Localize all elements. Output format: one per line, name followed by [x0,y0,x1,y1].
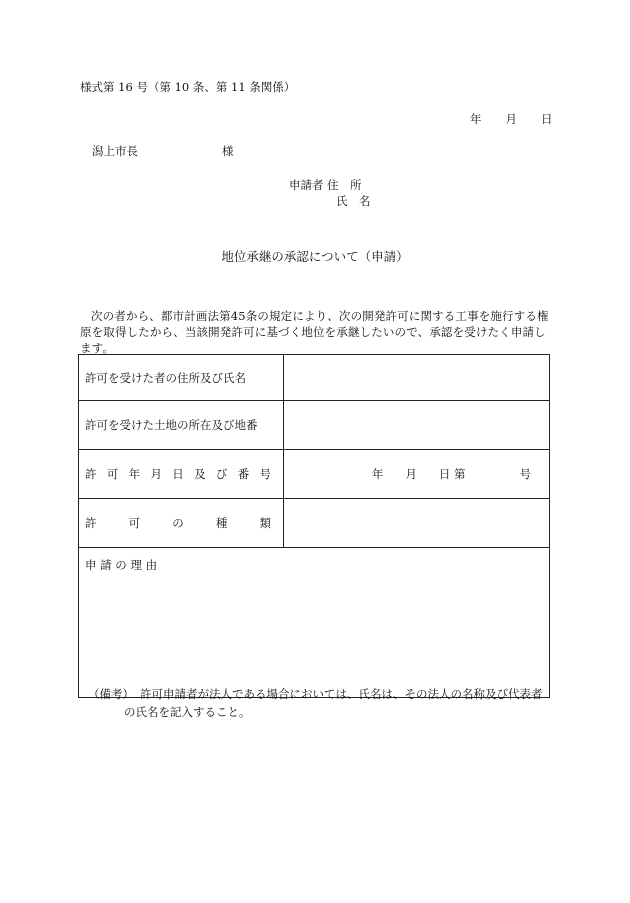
date-day: 日 [541,112,553,126]
permit-date-number-label [79,450,284,499]
note [88,687,543,701]
char: 号 [259,467,271,481]
permittee-label: 許可を受けた者の住所及び氏名 [79,355,284,401]
permit-type-field[interactable] [284,499,550,548]
table-row [79,401,550,450]
note-text-line1: 許可申請者が法人である場合においては、氏名は、その法人の名称及び代表者 [140,687,543,701]
reason-field[interactable] [79,548,550,698]
char: 類 [259,516,271,530]
permit-date-number-field[interactable] [284,450,550,499]
applicant-address-label: 住 所 [327,178,362,192]
char: び [215,467,228,481]
date-year: 年 [470,112,482,126]
char: 日 [172,467,184,481]
permit-day-no: 日 第 [438,467,466,481]
permit-year: 年 [371,467,384,481]
date-line [470,114,553,126]
char: 月 [150,467,162,481]
addressee-honorific: 様 [222,144,234,158]
char: 許 [85,516,97,530]
char: 及 [194,467,206,481]
reason-label: 申 請 の 理 由 [85,558,158,572]
date-month: 月 [505,112,517,126]
applicant-address-line [289,180,362,192]
table-row [79,355,550,401]
land-location-label: 許可を受けた土地の所在及び地番 [79,401,284,450]
char: 年 [128,467,141,481]
land-location-field[interactable] [284,401,550,450]
document-title: 地位承継の承認について（申請） [221,249,409,264]
char: 種 [215,516,228,530]
form-number: 様式第 16 号（第 10 条、第 11 条関係） [80,80,296,94]
applicant-name-label: 氏 名 [336,194,371,208]
permit-number: 号 [519,467,531,481]
table-row [79,499,550,548]
table-row [79,548,550,698]
char: の [172,516,184,530]
permittee-field[interactable] [284,355,550,401]
applicant-prefix: 申請者 [289,178,324,192]
body-text: 次の者から、都市計画法第45条の規定により、次の開発許可に関する工事を施行する権原を取得したから、当該開発許可に基づく地位を承継したいので、承認を受けたく申請します。 [80,309,549,355]
char: 許 [85,467,97,481]
note-text-line2: の氏名を記入すること。 [124,705,251,719]
permit-type-label [79,499,284,548]
char: 可 [128,516,141,530]
note-label: （備考） [88,687,134,701]
char: 番 [237,467,250,481]
addressee-name: 潟上市長 [92,144,138,158]
table-row [79,450,550,499]
char: 可 [106,467,119,481]
addressee [92,144,234,158]
application-table [78,354,550,698]
permit-month: 月 [405,467,417,481]
